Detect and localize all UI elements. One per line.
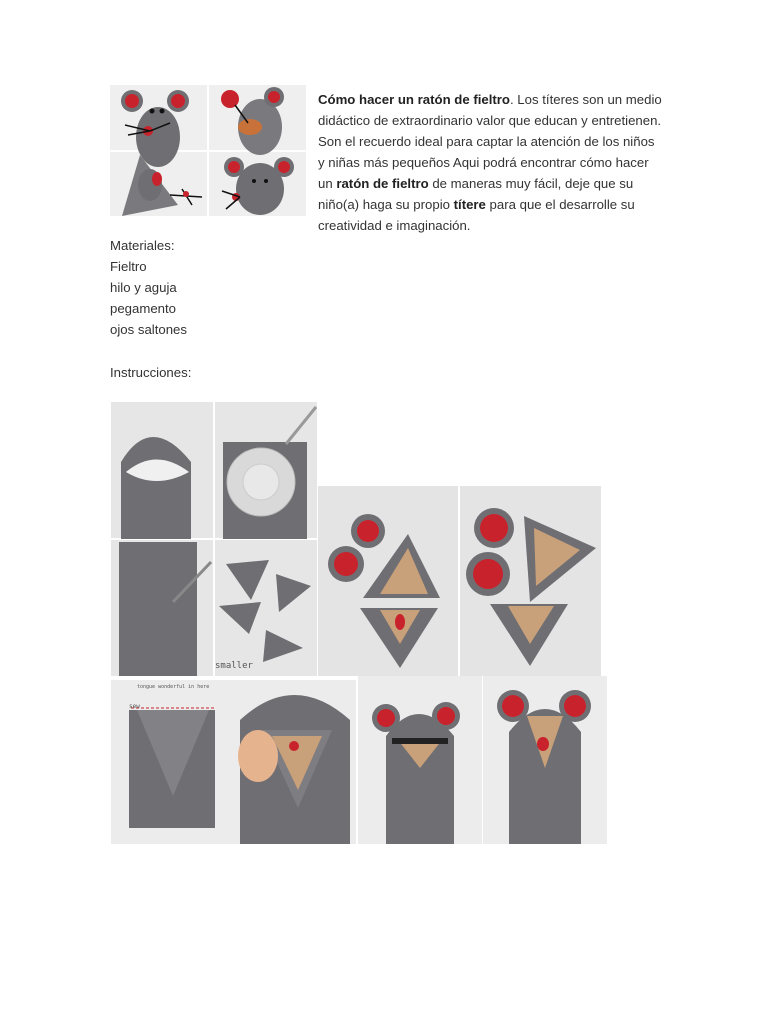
material-item: ojos saltones [110, 322, 187, 337]
intro-text-1: . Los títeres son un medio didáctico de extraordinario valor que educan y entretienen. Son el recuerdo ideal para captar la atención de los niños y niñas más pequeños Aqui podrá encontrar cómo hacer un [318, 92, 662, 191]
intro-bold-titere: títere [453, 197, 486, 212]
intro-paragraph [318, 89, 663, 236]
material-item: pegamento [110, 301, 176, 316]
material-item: Fieltro [110, 259, 147, 274]
felt-pieces-image [318, 486, 601, 676]
annotation-note-top: tongue wonderful in here [137, 684, 210, 690]
intro-title: Cómo hacer un ratón de fieltro [318, 92, 510, 107]
intro-text-2: de maneras muy fácil, deje que su niño(a) haga su propio [318, 176, 634, 212]
annotation-note-left: sew [129, 703, 140, 710]
materials-section [110, 235, 187, 340]
intro-text-3: para que el desarrolle su creatividad e imaginación. [318, 197, 635, 233]
annotation-smaller: smaller [215, 661, 253, 671]
mouse-puppet-collage-image [110, 85, 306, 216]
instructions-heading: Instrucciones: [110, 365, 192, 380]
assembly-step-3-image [358, 676, 482, 844]
material-item: hilo y aguja [110, 280, 177, 295]
intro-bold-raton: ratón de fieltro [336, 176, 429, 191]
materials-heading: Materiales: [110, 238, 175, 253]
assembly-step-4-image [483, 676, 607, 844]
assembly-step-1-image [111, 680, 234, 844]
assembly-step-2-image [234, 680, 356, 844]
cutting-steps-image [111, 402, 317, 676]
